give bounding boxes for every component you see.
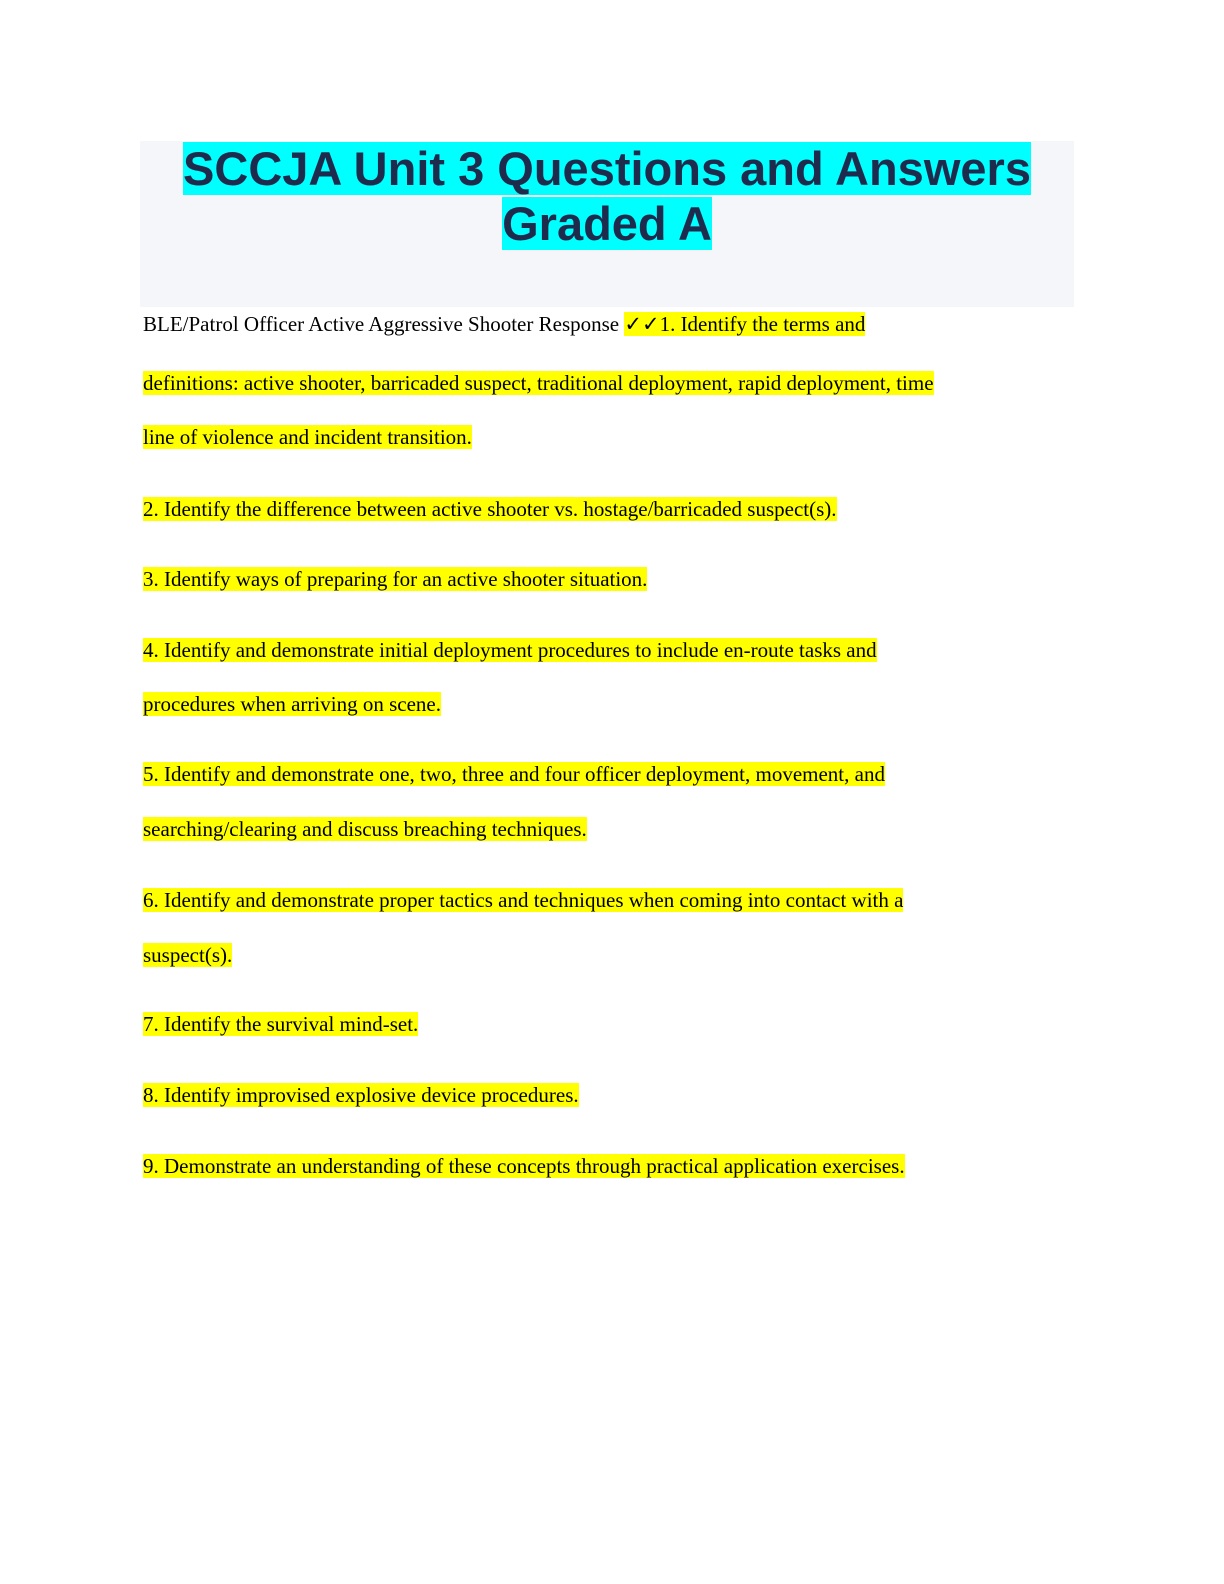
item2: 2. Identify the difference between active shooter vs. hostage/barricaded suspect(s). (143, 497, 837, 521)
item1-line1: 1. Identify the terms and (659, 312, 866, 336)
item4-line1: 4. Identify and demonstrate initial deployment procedures to include en-route tasks and (143, 638, 877, 662)
title-line-2: Graded A (502, 197, 712, 250)
item4-line2: procedures when arriving on scene. (143, 692, 441, 716)
page-title (140, 141, 1074, 251)
item3: 3. Identify ways of preparing for an active shooter situation. (143, 567, 648, 591)
item4-line2-row (143, 677, 1063, 732)
item7-row (143, 997, 1063, 1052)
intro-line (143, 297, 1063, 352)
item9: 9. Demonstrate an understanding of these concepts through practical application exercises. (143, 1154, 905, 1178)
item6-line1: 6. Identify and demonstrate proper tactics and techniques when coming into contact with a (143, 888, 904, 912)
item6-line1-row (143, 873, 1063, 928)
item1-line2: definitions: active shooter, barricaded suspect, traditional deployment, rapid deployment, time (143, 371, 934, 395)
checkmark-icon: ✓✓ (624, 312, 660, 336)
item1-line3-row (143, 410, 1063, 465)
item6-line2: suspect(s). (143, 943, 233, 967)
item8: 8. Identify improvised explosive device procedures. (143, 1083, 579, 1107)
item1-line2-row (143, 356, 1063, 411)
item5-line1-row (143, 747, 1063, 802)
item7: 7. Identify the survival mind-set. (143, 1012, 419, 1036)
item5-line2: searching/clearing and discuss breaching techniques. (143, 817, 587, 841)
item6-line2-row (143, 928, 1063, 983)
intro-prefix: BLE/Patrol Officer Active Aggressive Shooter Response (143, 312, 625, 336)
title-line-1: SCCJA Unit 3 Questions and Answers (183, 142, 1031, 195)
item9-row (143, 1139, 1063, 1194)
item5-line1: 5. Identify and demonstrate one, two, three and four officer deployment, movement, and (143, 762, 885, 786)
item5-line2-row (143, 802, 1063, 857)
item2-row (143, 482, 1063, 537)
item8-row (143, 1068, 1063, 1123)
item3-row (143, 552, 1063, 607)
item4-line1-row (143, 623, 1063, 678)
item1-line3: line of violence and incident transition. (143, 425, 472, 449)
